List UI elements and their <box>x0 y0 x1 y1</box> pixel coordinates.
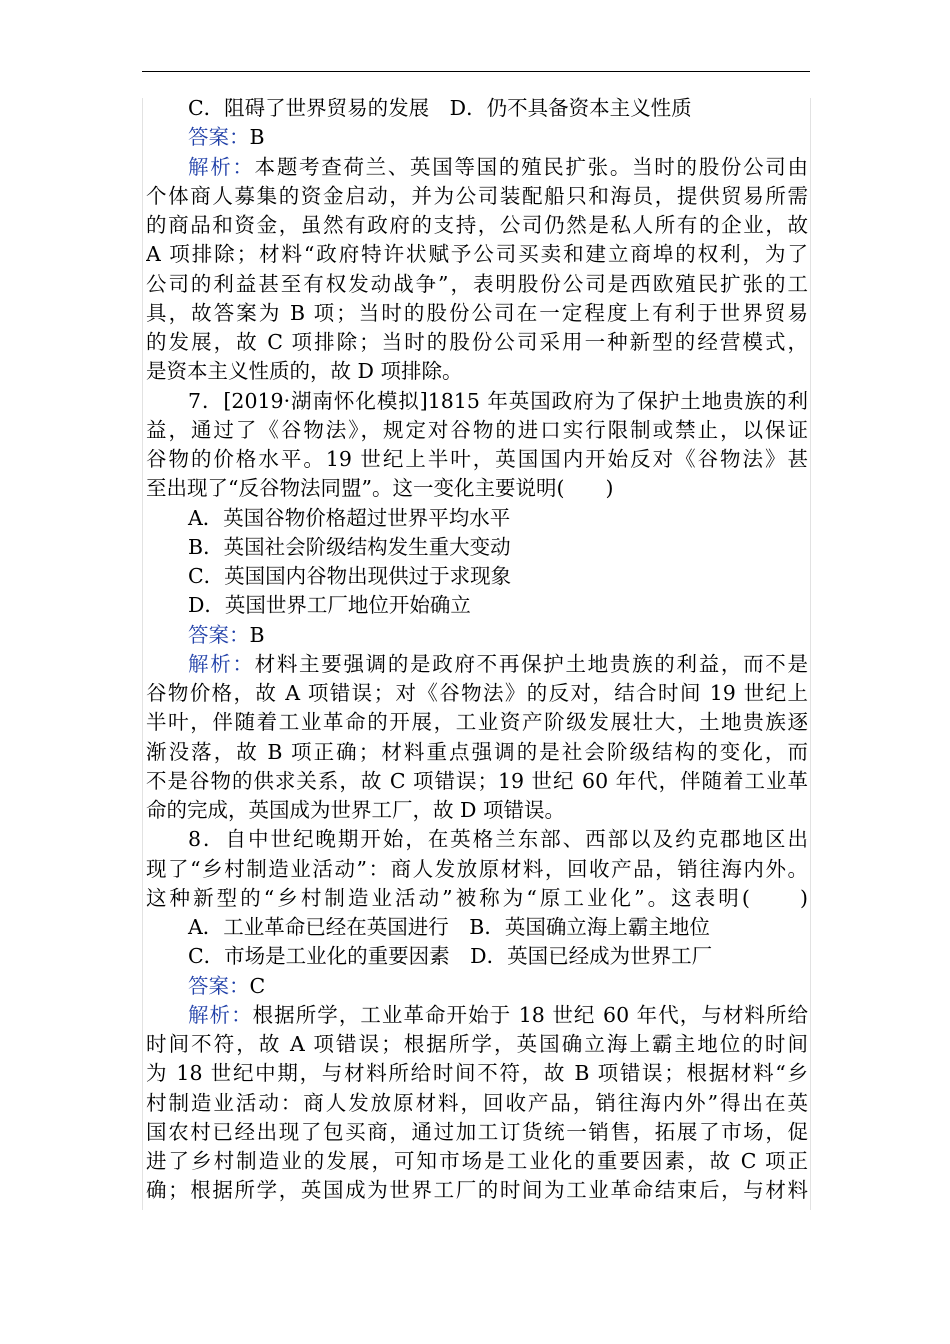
line-text: 渐没落，故 B 项正确；材料重点强调的是社会阶级结构的变化，而 <box>146 739 808 764</box>
text-line <box>146 796 808 825</box>
text-line <box>146 562 808 591</box>
line-text: 的商品和资金，虽然有政府的支持，公司仍然是私人所有的企业，故 <box>146 213 808 237</box>
line-text: 7．[2019·湖南怀化模拟]1815 年英国政府为了保护土地贵族的利 <box>188 388 808 413</box>
text-line <box>146 357 808 386</box>
text-line <box>146 270 808 299</box>
text-line <box>146 621 808 650</box>
line-text: 命的完成，英国成为世界工厂，故 D 项错误。 <box>146 798 565 822</box>
line-text: 确；根据所学，英国成为世界工厂的时间为工业革命结束后，与材料 <box>146 1178 808 1203</box>
analysis-label: 解析： <box>188 651 255 676</box>
text-line <box>146 533 808 562</box>
text-line <box>146 913 808 942</box>
line-text: C <box>249 973 266 998</box>
text-line <box>146 855 808 884</box>
line-text: B．英国社会阶级结构发生重大变动 <box>188 534 511 559</box>
text-line <box>146 211 808 240</box>
text-line <box>146 445 808 474</box>
line-text: 村制造业活动：商人发放原材料，回收产品，销往海内外”得出在英 <box>146 1090 808 1115</box>
line-text: 根据所学，工业革命开始于 18 世纪 60 年代，与材料所给 <box>252 1002 808 1027</box>
text-line <box>146 972 808 1001</box>
line-text: A．工业革命已经在英国进行 B．英国确立海上霸主地位 <box>188 915 710 939</box>
line-text: 进了乡村制造业的发展，可知市场是工业化的重要因素，故 C 项正 <box>146 1149 808 1173</box>
line-text: C．市场是工业化的重要因素 D．英国已经成为世界工厂 <box>188 944 713 969</box>
line-text: C．英国国内谷物出现供过于求现象 <box>188 564 512 588</box>
document-body <box>146 94 808 1206</box>
text-line <box>146 299 808 328</box>
analysis-label: 解析： <box>188 1002 253 1027</box>
text-line <box>146 474 808 503</box>
answer-label: 答案： <box>188 125 250 150</box>
answer-label: 答案： <box>188 622 250 647</box>
text-line <box>146 679 808 708</box>
line-text: 谷物的价格水平。19 世纪上半叶，英国国内开始反对《谷物法》甚 <box>146 447 808 471</box>
line-text: C．阻碍了世界贸易的发展 D．仍不具备资本主义性质 <box>188 96 692 120</box>
text-line <box>146 504 808 533</box>
line-text: 半叶，伴随着工业革命的开展，工业资产阶级发展壮大，土地贵族逐 <box>146 710 808 735</box>
text-line <box>146 1030 808 1059</box>
text-line <box>146 1001 808 1030</box>
text-line <box>146 825 808 854</box>
text-line <box>146 767 808 796</box>
text-line <box>146 708 808 737</box>
line-text: 时间不符，故 A 项错误；根据所学，英国确立海上霸主地位的时间 <box>146 1032 808 1056</box>
text-line <box>146 1147 808 1176</box>
line-text: 是资本主义性质的，故 D 项排除。 <box>146 359 463 384</box>
text-line <box>146 387 808 416</box>
text-line <box>146 328 808 357</box>
line-text: 本题考查荷兰、英国等国的殖民扩张。当时的股份公司由 <box>254 154 808 179</box>
text-line <box>146 942 808 971</box>
text-line <box>146 1176 808 1205</box>
text-line <box>146 123 808 152</box>
text-line <box>146 884 808 913</box>
line-text: 的发展，故 C 项排除；当时的股份公司采用一种新型的经营模式， <box>146 330 808 354</box>
analysis-label: 解析： <box>188 154 255 179</box>
line-text: B <box>249 125 265 150</box>
line-text: 现了“乡村制造业活动”：商人发放原材料，回收产品，销往海内外。 <box>146 856 808 881</box>
line-text: A 项排除；材料“政府特许状赋予公司买卖和建立商埠的权利，为了 <box>146 242 808 267</box>
line-text: A．英国谷物价格超过世界平均水平 <box>188 505 511 530</box>
line-text: 国农村已经出现了包买商，通过加工订货统一销售，拓展了市场，促 <box>146 1119 808 1144</box>
header-rule <box>142 71 810 72</box>
text-line <box>146 1059 808 1088</box>
line-text: 材料主要强调的是政府不再保护土地贵族的利益，而不是 <box>254 651 808 676</box>
line-text: 为 18 世纪中期，与材料所给时间不符，故 B 项错误；根据材料“乡 <box>146 1061 808 1086</box>
line-text: D．英国世界工厂地位开始确立 <box>188 593 471 618</box>
text-line <box>146 182 808 211</box>
line-text: 谷物价格，故 A 项错误；对《谷物法》的反对，结合时间 19 世纪上 <box>146 681 808 705</box>
line-text: 这种新型的“乡村制造业活动”被称为“原工业化”。这表明( ) <box>146 885 808 910</box>
answer-label: 答案： <box>188 973 250 998</box>
text-line <box>146 1089 808 1118</box>
text-line <box>146 94 808 123</box>
line-text: 不是谷物的供求关系，故 C 项错误；19 世纪 60 年代，伴随着工业革 <box>146 768 808 793</box>
line-text: 益，通过了《谷物法》，规定对谷物的进口实行限制或禁止，以保证 <box>146 417 808 442</box>
text-line <box>146 738 808 767</box>
line-text: 至出现了“反谷物法同盟”。这一变化主要说明( ) <box>146 476 614 501</box>
text-line <box>146 591 808 620</box>
text-line <box>146 240 808 269</box>
line-text: 8．自中世纪晚期开始，在英格兰东部、西部以及约克郡地区出 <box>188 827 808 852</box>
text-line <box>146 1118 808 1147</box>
text-line <box>146 416 808 445</box>
text-line <box>146 153 808 182</box>
line-text: 个体商人募集的资金启动，并为公司装配船只和海员，提供贸易所需 <box>146 183 808 208</box>
line-text: B <box>249 622 265 647</box>
text-line <box>146 650 808 679</box>
line-text: 公司的利益甚至有权发动战争”，表明股份公司是西欧殖民扩张的工 <box>146 271 808 296</box>
line-text: 具，故答案为 B 项；当时的股份公司在一定程度上有利于世界贸易 <box>146 300 808 325</box>
